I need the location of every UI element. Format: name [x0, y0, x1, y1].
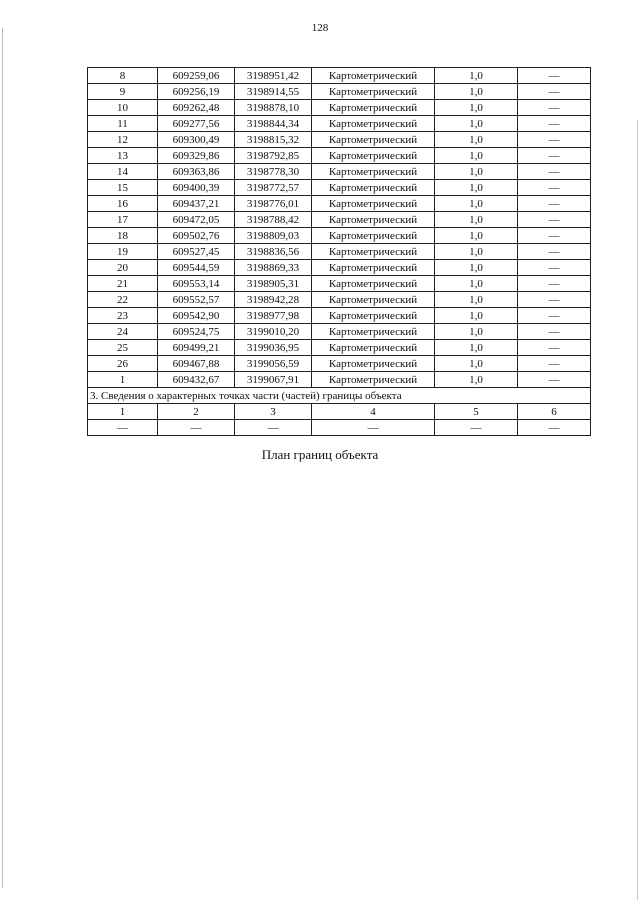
point-number-cell: 8 [88, 68, 158, 84]
x-coordinate-cell: 609259,06 [158, 68, 235, 84]
section3-empty-cell: — [312, 420, 435, 436]
table-row [88, 180, 591, 196]
y-coordinate-cell: 3198878,10 [235, 100, 312, 116]
accuracy-cell: 1,0 [435, 68, 518, 84]
table-row [88, 340, 591, 356]
y-coordinate-cell: 3198792,85 [235, 148, 312, 164]
y-coordinate-cell: 3198844,34 [235, 116, 312, 132]
point-number-cell: 10 [88, 100, 158, 116]
accuracy-cell: 1,0 [435, 244, 518, 260]
method-cell: Картометрический [312, 196, 435, 212]
x-coordinate-cell: 609329,86 [158, 148, 235, 164]
section3-empty-cell: — [88, 420, 158, 436]
accuracy-cell: 1,0 [435, 276, 518, 292]
point-number-cell: 1 [88, 372, 158, 388]
y-coordinate-cell: 3198788,42 [235, 212, 312, 228]
method-cell: Картометрический [312, 68, 435, 84]
description-cell: — [518, 276, 591, 292]
x-coordinate-cell: 609553,14 [158, 276, 235, 292]
description-cell: — [518, 340, 591, 356]
description-cell: — [518, 116, 591, 132]
x-coordinate-cell: 609256,19 [158, 84, 235, 100]
method-cell: Картометрический [312, 212, 435, 228]
description-cell: — [518, 372, 591, 388]
point-number-cell: 13 [88, 148, 158, 164]
accuracy-cell: 1,0 [435, 260, 518, 276]
method-cell: Картометрический [312, 116, 435, 132]
table-row [88, 148, 591, 164]
table-row [88, 116, 591, 132]
accuracy-cell: 1,0 [435, 356, 518, 372]
accuracy-cell: 1,0 [435, 180, 518, 196]
y-coordinate-cell: 3198776,01 [235, 196, 312, 212]
y-coordinate-cell: 3199036,95 [235, 340, 312, 356]
description-cell: — [518, 244, 591, 260]
x-coordinate-cell: 609542,90 [158, 308, 235, 324]
description-cell: — [518, 164, 591, 180]
method-cell: Картометрический [312, 260, 435, 276]
point-number-cell: 23 [88, 308, 158, 324]
table-row [88, 260, 591, 276]
y-coordinate-cell: 3199056,59 [235, 356, 312, 372]
x-coordinate-cell: 609432,67 [158, 372, 235, 388]
y-coordinate-cell: 3198905,31 [235, 276, 312, 292]
accuracy-cell: 1,0 [435, 84, 518, 100]
method-cell: Картометрический [312, 308, 435, 324]
accuracy-cell: 1,0 [435, 324, 518, 340]
section3-empty-cell: — [518, 420, 591, 436]
coordinates-table-body [88, 68, 591, 388]
accuracy-cell: 1,0 [435, 372, 518, 388]
point-number-cell: 19 [88, 244, 158, 260]
section3-body [88, 388, 591, 436]
section3-empty-row [88, 420, 591, 436]
table-row [88, 164, 591, 180]
point-number-cell: 25 [88, 340, 158, 356]
x-coordinate-cell: 609300,49 [158, 132, 235, 148]
method-cell: Картометрический [312, 228, 435, 244]
x-coordinate-cell: 609527,45 [158, 244, 235, 260]
table-row [88, 324, 591, 340]
section3-header-cell: 1 [88, 404, 158, 420]
method-cell: Картометрический [312, 340, 435, 356]
description-cell: — [518, 292, 591, 308]
y-coordinate-cell: 3198778,30 [235, 164, 312, 180]
accuracy-cell: 1,0 [435, 308, 518, 324]
method-cell: Картометрический [312, 372, 435, 388]
point-number-cell: 14 [88, 164, 158, 180]
accuracy-cell: 1,0 [435, 116, 518, 132]
section3-header-row [88, 404, 591, 420]
page-number: 128 [311, 22, 329, 34]
y-coordinate-cell: 3198772,57 [235, 180, 312, 196]
table-row [88, 212, 591, 228]
y-coordinate-cell: 3198836,56 [235, 244, 312, 260]
description-cell: — [518, 308, 591, 324]
table-row [88, 308, 591, 324]
description-cell: — [518, 260, 591, 276]
coordinates-table [87, 67, 591, 436]
method-cell: Картометрический [312, 84, 435, 100]
y-coordinate-cell: 3198809,03 [235, 228, 312, 244]
method-cell: Картометрический [312, 100, 435, 116]
description-cell: — [518, 196, 591, 212]
point-number-cell: 26 [88, 356, 158, 372]
x-coordinate-cell: 609552,57 [158, 292, 235, 308]
description-cell: — [518, 148, 591, 164]
y-coordinate-cell: 3198914,55 [235, 84, 312, 100]
table-row [88, 100, 591, 116]
description-cell: — [518, 212, 591, 228]
accuracy-cell: 1,0 [435, 100, 518, 116]
accuracy-cell: 1,0 [435, 228, 518, 244]
point-number-cell: 18 [88, 228, 158, 244]
section3-empty-cell: — [235, 420, 312, 436]
section3-empty-cell: — [435, 420, 518, 436]
table-row [88, 84, 591, 100]
method-cell: Картометрический [312, 356, 435, 372]
y-coordinate-cell: 3198942,28 [235, 292, 312, 308]
point-number-cell: 11 [88, 116, 158, 132]
description-cell: — [518, 356, 591, 372]
point-number-cell: 17 [88, 212, 158, 228]
x-coordinate-cell: 609499,21 [158, 340, 235, 356]
x-coordinate-cell: 609467,88 [158, 356, 235, 372]
section3-title-row [88, 388, 591, 404]
description-cell: — [518, 132, 591, 148]
section3-header-cell: 5 [435, 404, 518, 420]
accuracy-cell: 1,0 [435, 340, 518, 356]
table-row [88, 132, 591, 148]
point-number-cell: 12 [88, 132, 158, 148]
description-cell: — [518, 100, 591, 116]
accuracy-cell: 1,0 [435, 292, 518, 308]
accuracy-cell: 1,0 [435, 196, 518, 212]
description-cell: — [518, 68, 591, 84]
point-number-cell: 9 [88, 84, 158, 100]
plan-title: План границ объекта [261, 447, 379, 462]
point-number-cell: 22 [88, 292, 158, 308]
point-number-cell: 24 [88, 324, 158, 340]
section3-title: 3. Сведения о характерных точках части (частей) границы объекта [88, 388, 591, 404]
method-cell: Картометрический [312, 276, 435, 292]
x-coordinate-cell: 609472,05 [158, 212, 235, 228]
accuracy-cell: 1,0 [435, 164, 518, 180]
method-cell: Картометрический [312, 244, 435, 260]
x-coordinate-cell: 609524,75 [158, 324, 235, 340]
description-cell: — [518, 324, 591, 340]
method-cell: Картометрический [312, 148, 435, 164]
accuracy-cell: 1,0 [435, 148, 518, 164]
method-cell: Картометрический [312, 324, 435, 340]
section3-header-cell: 4 [312, 404, 435, 420]
table-row [88, 372, 591, 388]
point-number-cell: 16 [88, 196, 158, 212]
accuracy-cell: 1,0 [435, 212, 518, 228]
table-row [88, 292, 591, 308]
y-coordinate-cell: 3198815,32 [235, 132, 312, 148]
y-coordinate-cell: 3199067,91 [235, 372, 312, 388]
description-cell: — [518, 180, 591, 196]
point-number-cell: 21 [88, 276, 158, 292]
table-row [88, 244, 591, 260]
point-number-cell: 15 [88, 180, 158, 196]
x-coordinate-cell: 609437,21 [158, 196, 235, 212]
y-coordinate-cell: 3198977,98 [235, 308, 312, 324]
accuracy-cell: 1,0 [435, 132, 518, 148]
method-cell: Картометрический [312, 180, 435, 196]
x-coordinate-cell: 609544,59 [158, 260, 235, 276]
method-cell: Картометрический [312, 132, 435, 148]
table-row [88, 228, 591, 244]
method-cell: Картометрический [312, 292, 435, 308]
description-cell: — [518, 228, 591, 244]
method-cell: Картометрический [312, 164, 435, 180]
y-coordinate-cell: 3198951,42 [235, 68, 312, 84]
x-coordinate-cell: 609502,76 [158, 228, 235, 244]
table-row [88, 276, 591, 292]
x-coordinate-cell: 609363,86 [158, 164, 235, 180]
table-row [88, 356, 591, 372]
y-coordinate-cell: 3198869,33 [235, 260, 312, 276]
section3-empty-cell: — [158, 420, 235, 436]
description-cell: — [518, 84, 591, 100]
x-coordinate-cell: 609277,56 [158, 116, 235, 132]
scan-edge-right [637, 120, 638, 900]
section3-header-cell: 2 [158, 404, 235, 420]
x-coordinate-cell: 609400,39 [158, 180, 235, 196]
table-row [88, 68, 591, 84]
section3-header-cell: 3 [235, 404, 312, 420]
section3-header-cell: 6 [518, 404, 591, 420]
table-row [88, 196, 591, 212]
point-number-cell: 20 [88, 260, 158, 276]
y-coordinate-cell: 3199010,20 [235, 324, 312, 340]
x-coordinate-cell: 609262,48 [158, 100, 235, 116]
